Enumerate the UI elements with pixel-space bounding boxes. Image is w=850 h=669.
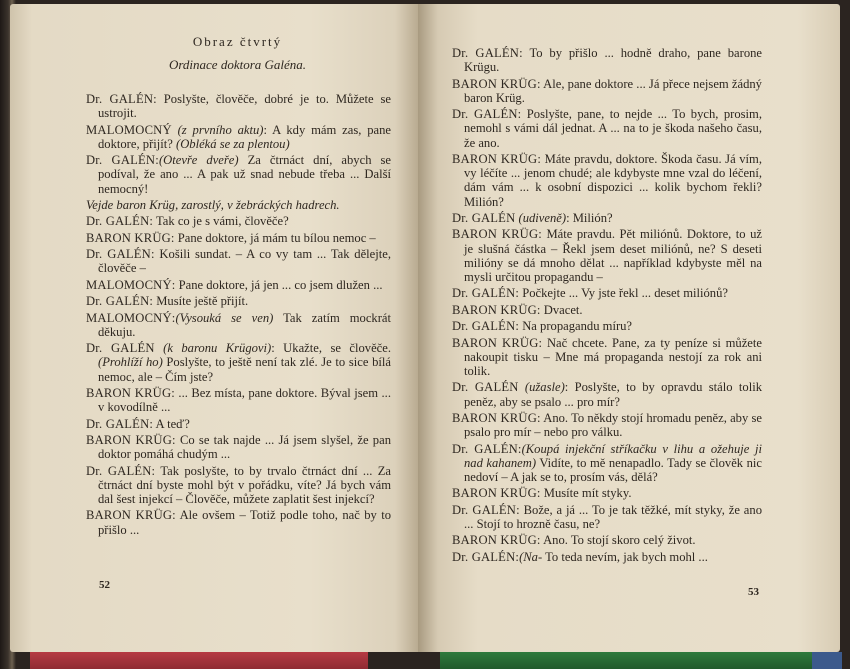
dialogue-line xyxy=(86,214,391,228)
dialogue-text: To teda nevím, jak bych mohl ... xyxy=(542,549,708,564)
speaker-name: BARON KRÜG: xyxy=(86,508,176,523)
dialogue-text: : Poslyšte, to by opravdu stálo tolik peněz, aby se psalo ... pro mír? xyxy=(464,380,762,409)
dialogue-line xyxy=(86,386,391,414)
dialogue-text: Tady se člověk nic nedoví – A jak se to, prosím vás, dělá? xyxy=(464,455,762,484)
dialogue-text: Za čtrnáct dní, abych se podíval, že ano ... A pak už snad nebude třeba ... xyxy=(98,153,391,182)
dialogue-text: Tak co je s vámi, člověče? xyxy=(153,214,289,229)
right-page xyxy=(418,4,840,652)
speaker-name: Dr. GALÉN: xyxy=(86,92,157,106)
stage-direction: (z prvního aktu) xyxy=(171,122,264,137)
dialogue-line xyxy=(452,411,762,439)
dialogue-text: Poslyšte, to ještě není tak zlé. Je to sice bílá nemoc, ale – Čím jste? xyxy=(98,355,392,384)
speaker-name: BARON KRÜG: xyxy=(452,486,541,501)
right-text-column xyxy=(452,46,762,566)
dialogue-text: : Milión? xyxy=(566,210,613,225)
speaker-name: Dr. GALÉN: xyxy=(86,463,156,478)
left-text-column xyxy=(86,92,391,539)
dialogue-text: Ano. To stojí skoro celý život. xyxy=(540,533,696,548)
speaker-name: Dr. GALÉN: xyxy=(452,107,522,122)
dialogue-line xyxy=(452,503,762,531)
dialogue-line xyxy=(452,336,762,379)
green-cover-strip xyxy=(440,652,812,669)
speaker-name: Dr. GALÉN: xyxy=(452,286,520,301)
speaker-name: BARON KRÜG: xyxy=(452,151,542,166)
dialogue-line xyxy=(452,77,762,105)
dialogue-text: Máte pravdu, doktore. Škoda času. Já vím, vy léčíte ... jenom chudé; ale kdybyste mne vzal do léčení, dám vám ... k osobní dispozici ... kolik bychom řekli? Milión? xyxy=(464,151,762,209)
stage-direction: (Prohlíží ho) xyxy=(98,355,163,370)
speaker-name: BARON KRÜG: xyxy=(86,230,175,245)
dialogue-text: Vidíte, to mě nenapadlo. xyxy=(536,455,668,470)
dialogue-line xyxy=(86,417,391,431)
stage-direction: (Obléká se za plentou) xyxy=(176,136,290,151)
stage-direction: Vejde baron Krüg, zarostlý, v žebráckých hadrech. xyxy=(86,197,340,212)
dialogue-text: Dvacet. xyxy=(540,302,583,317)
dialogue-line xyxy=(452,533,762,547)
speaker-name: BARON KRÜG: xyxy=(86,385,175,400)
dialogue-line xyxy=(452,319,762,333)
speaker-name: Dr. GALÉN: xyxy=(452,549,520,564)
dialogue-line xyxy=(452,152,762,209)
stage-direction: (Vysouká se ven) xyxy=(175,310,274,325)
dialogue-text: Máte pravdu. Pět miliónů. Doktore, to už je slušná částka – Řekl jsem deset miliónů, ne? S deseti milióny se dá mnoho dělat ... například kdybyste měl na mysli určitou propagandu – xyxy=(464,227,762,284)
dialogue-text: Co se tak najde ... Já jsem slyšel, že pan doktor pomáhá chudým ... xyxy=(98,432,391,462)
dialogue-line xyxy=(452,550,762,564)
speaker-name: BARON KRÜG: xyxy=(452,76,541,91)
speaker-name: MALOMOCNÝ xyxy=(86,122,172,137)
speaker-name: BARON KRÜG: xyxy=(452,302,541,317)
dialogue-text: A teď? xyxy=(153,416,190,431)
stage-direction: (Koupá injekční stříkačku v lihu a ožehuje ji nad kahanem) xyxy=(464,441,762,470)
dialogue-text: Další nemocný! xyxy=(98,167,391,196)
dialogue-line xyxy=(86,341,391,384)
dialogue-text: Ano. To někdy stojí hromadu peněz, aby se psalo pro mír – nebo pro válku. xyxy=(464,410,762,440)
dialogue-line xyxy=(86,464,391,507)
speaker-name: Dr. GALÉN xyxy=(452,210,516,225)
speaker-name: Dr. GALÉN: xyxy=(452,502,520,517)
dialogue-line xyxy=(86,92,391,120)
speaker-name: Dr. GALÉN: xyxy=(86,247,155,262)
speaker-name: Dr. GALÉN: xyxy=(86,214,154,229)
dialogue-text: Poslyšte, člověče, dobré je to. Můžete se ustrojit. xyxy=(98,92,391,121)
speaker-name: MALOMOCNÝ: xyxy=(86,277,176,292)
speaker-name: BARON KRÜG: xyxy=(86,432,176,447)
dialogue-line xyxy=(86,153,391,196)
dialogue-line xyxy=(452,442,762,485)
blue-cover-edge xyxy=(812,652,842,669)
dialogue-line xyxy=(452,211,762,225)
dialogue-line xyxy=(86,231,391,245)
scene-heading: Obraz čtvrtý xyxy=(192,34,283,49)
page-number-left: 52 xyxy=(99,579,110,591)
stage-direction: (k baronu Krügovi) xyxy=(154,341,272,356)
speaker-name: Dr. GALÉN: xyxy=(86,153,159,168)
dialogue-line xyxy=(86,294,391,308)
dialogue-text: ... Bez místa, pane doktore. Býval jsem ... v kovodílně ... xyxy=(98,385,391,415)
stage-direction: (Na- xyxy=(519,549,543,564)
dialogue-text: Tak poslyšte, to by trvalo čtrnáct dní ... Za čtrnáct dní byste mohl být v pořádku, víte? Já bych vám dal šest injekcí – Člověče, můžete zaplatit šest injekcí? xyxy=(98,463,391,506)
stage-direction: (užasle) xyxy=(518,380,565,395)
dialogue-text: Košili sundat. – A co vy tam ... Tak dělejte, člověče – xyxy=(98,247,391,276)
dialogue-line xyxy=(452,380,762,408)
dialogue-text: To by přišlo ... hodně draho, pane barone Krügu. xyxy=(464,46,763,75)
dialogue-text: Na propagandu míru? xyxy=(519,319,633,334)
stage-direction: (Otevře dveře) xyxy=(158,153,239,168)
page-number-right: 53 xyxy=(748,586,759,598)
dialogue-line xyxy=(86,278,391,292)
dialogue-line xyxy=(86,247,391,275)
dialogue-text: Poslyšte, pane, to nejde ... To bych, prosim, nemohl s vámi dál jednat. A ... na to je škoda našeho času, že ano. xyxy=(464,107,762,150)
dialogue-text: Pane doktore, já jen ... co jsem dlužen ... xyxy=(175,277,383,292)
dialogue-text: Nač chcete. Pane, za ty peníze si můžete nakoupit tisku – Mne má propaganda nestojí za rok ani tolik. xyxy=(464,335,762,378)
dialogue-line xyxy=(86,508,391,536)
red-cover-strip xyxy=(30,652,368,669)
dialogue-line xyxy=(452,46,762,74)
speaker-name: Dr. GALÉN: xyxy=(452,46,523,60)
scene-subheading: Ordinace doktora Galéna. xyxy=(168,57,307,72)
dialogue-line xyxy=(86,198,391,212)
dialogue-text: Tak zatím mockrát děkuju. xyxy=(98,310,391,339)
dialogue-text: Ale ovšem – Totiž podle toho, nač by to přišlo ... xyxy=(98,508,391,537)
dialogue-text: Musíte mít styky. xyxy=(540,486,632,501)
dialogue-line xyxy=(86,433,391,461)
dialogue-line xyxy=(452,486,762,500)
dialogue-text: Musíte ještě přijít. xyxy=(153,294,249,309)
speaker-name: Dr. GALÉN xyxy=(86,341,155,356)
speaker-name: BARON KRÜG: xyxy=(452,533,541,548)
dialogue-text: Ale, pane doktore ... Já přece nejsem žádný baron Krüg. xyxy=(464,76,762,105)
dialogue-line xyxy=(452,107,762,150)
speaker-name: BARON KRÜG: xyxy=(452,335,543,350)
stage-direction: (udiveně) xyxy=(515,210,567,225)
speaker-name: Dr. GALÉN: xyxy=(452,441,522,456)
speaker-name: MALOMOCNÝ: xyxy=(86,310,176,325)
dialogue-text: Pane doktore, já mám tu bílou nemoc – xyxy=(174,230,376,245)
speaker-name: Dr. GALÉN: xyxy=(452,319,520,334)
left-page xyxy=(10,4,418,652)
dialogue-line xyxy=(86,123,391,151)
dialogue-line xyxy=(452,303,762,317)
dialogue-line xyxy=(86,311,391,339)
dialogue-line xyxy=(452,286,762,300)
dialogue-text: : Ukažte, se člověče. xyxy=(271,341,391,356)
speaker-name: BARON KRÜG: xyxy=(452,410,541,425)
speaker-name: BARON KRÜG: xyxy=(452,227,542,242)
speaker-name: Dr. GALÉN: xyxy=(86,294,154,309)
dialogue-text: : A kdy mám zas, pane doktore, přijít? xyxy=(98,122,391,151)
dialogue-line xyxy=(452,227,762,284)
dialogue-text: Bože, a já ... To je tak těžké, mít styky, že ano ... Stojí to hrozně času, ne? xyxy=(464,502,762,531)
speaker-name: Dr. GALÉN: xyxy=(86,416,154,431)
speaker-name: Dr. GALÉN xyxy=(452,380,519,395)
dialogue-text: Počkejte ... Vy jste řekl ... deset miliónů? xyxy=(519,286,728,301)
